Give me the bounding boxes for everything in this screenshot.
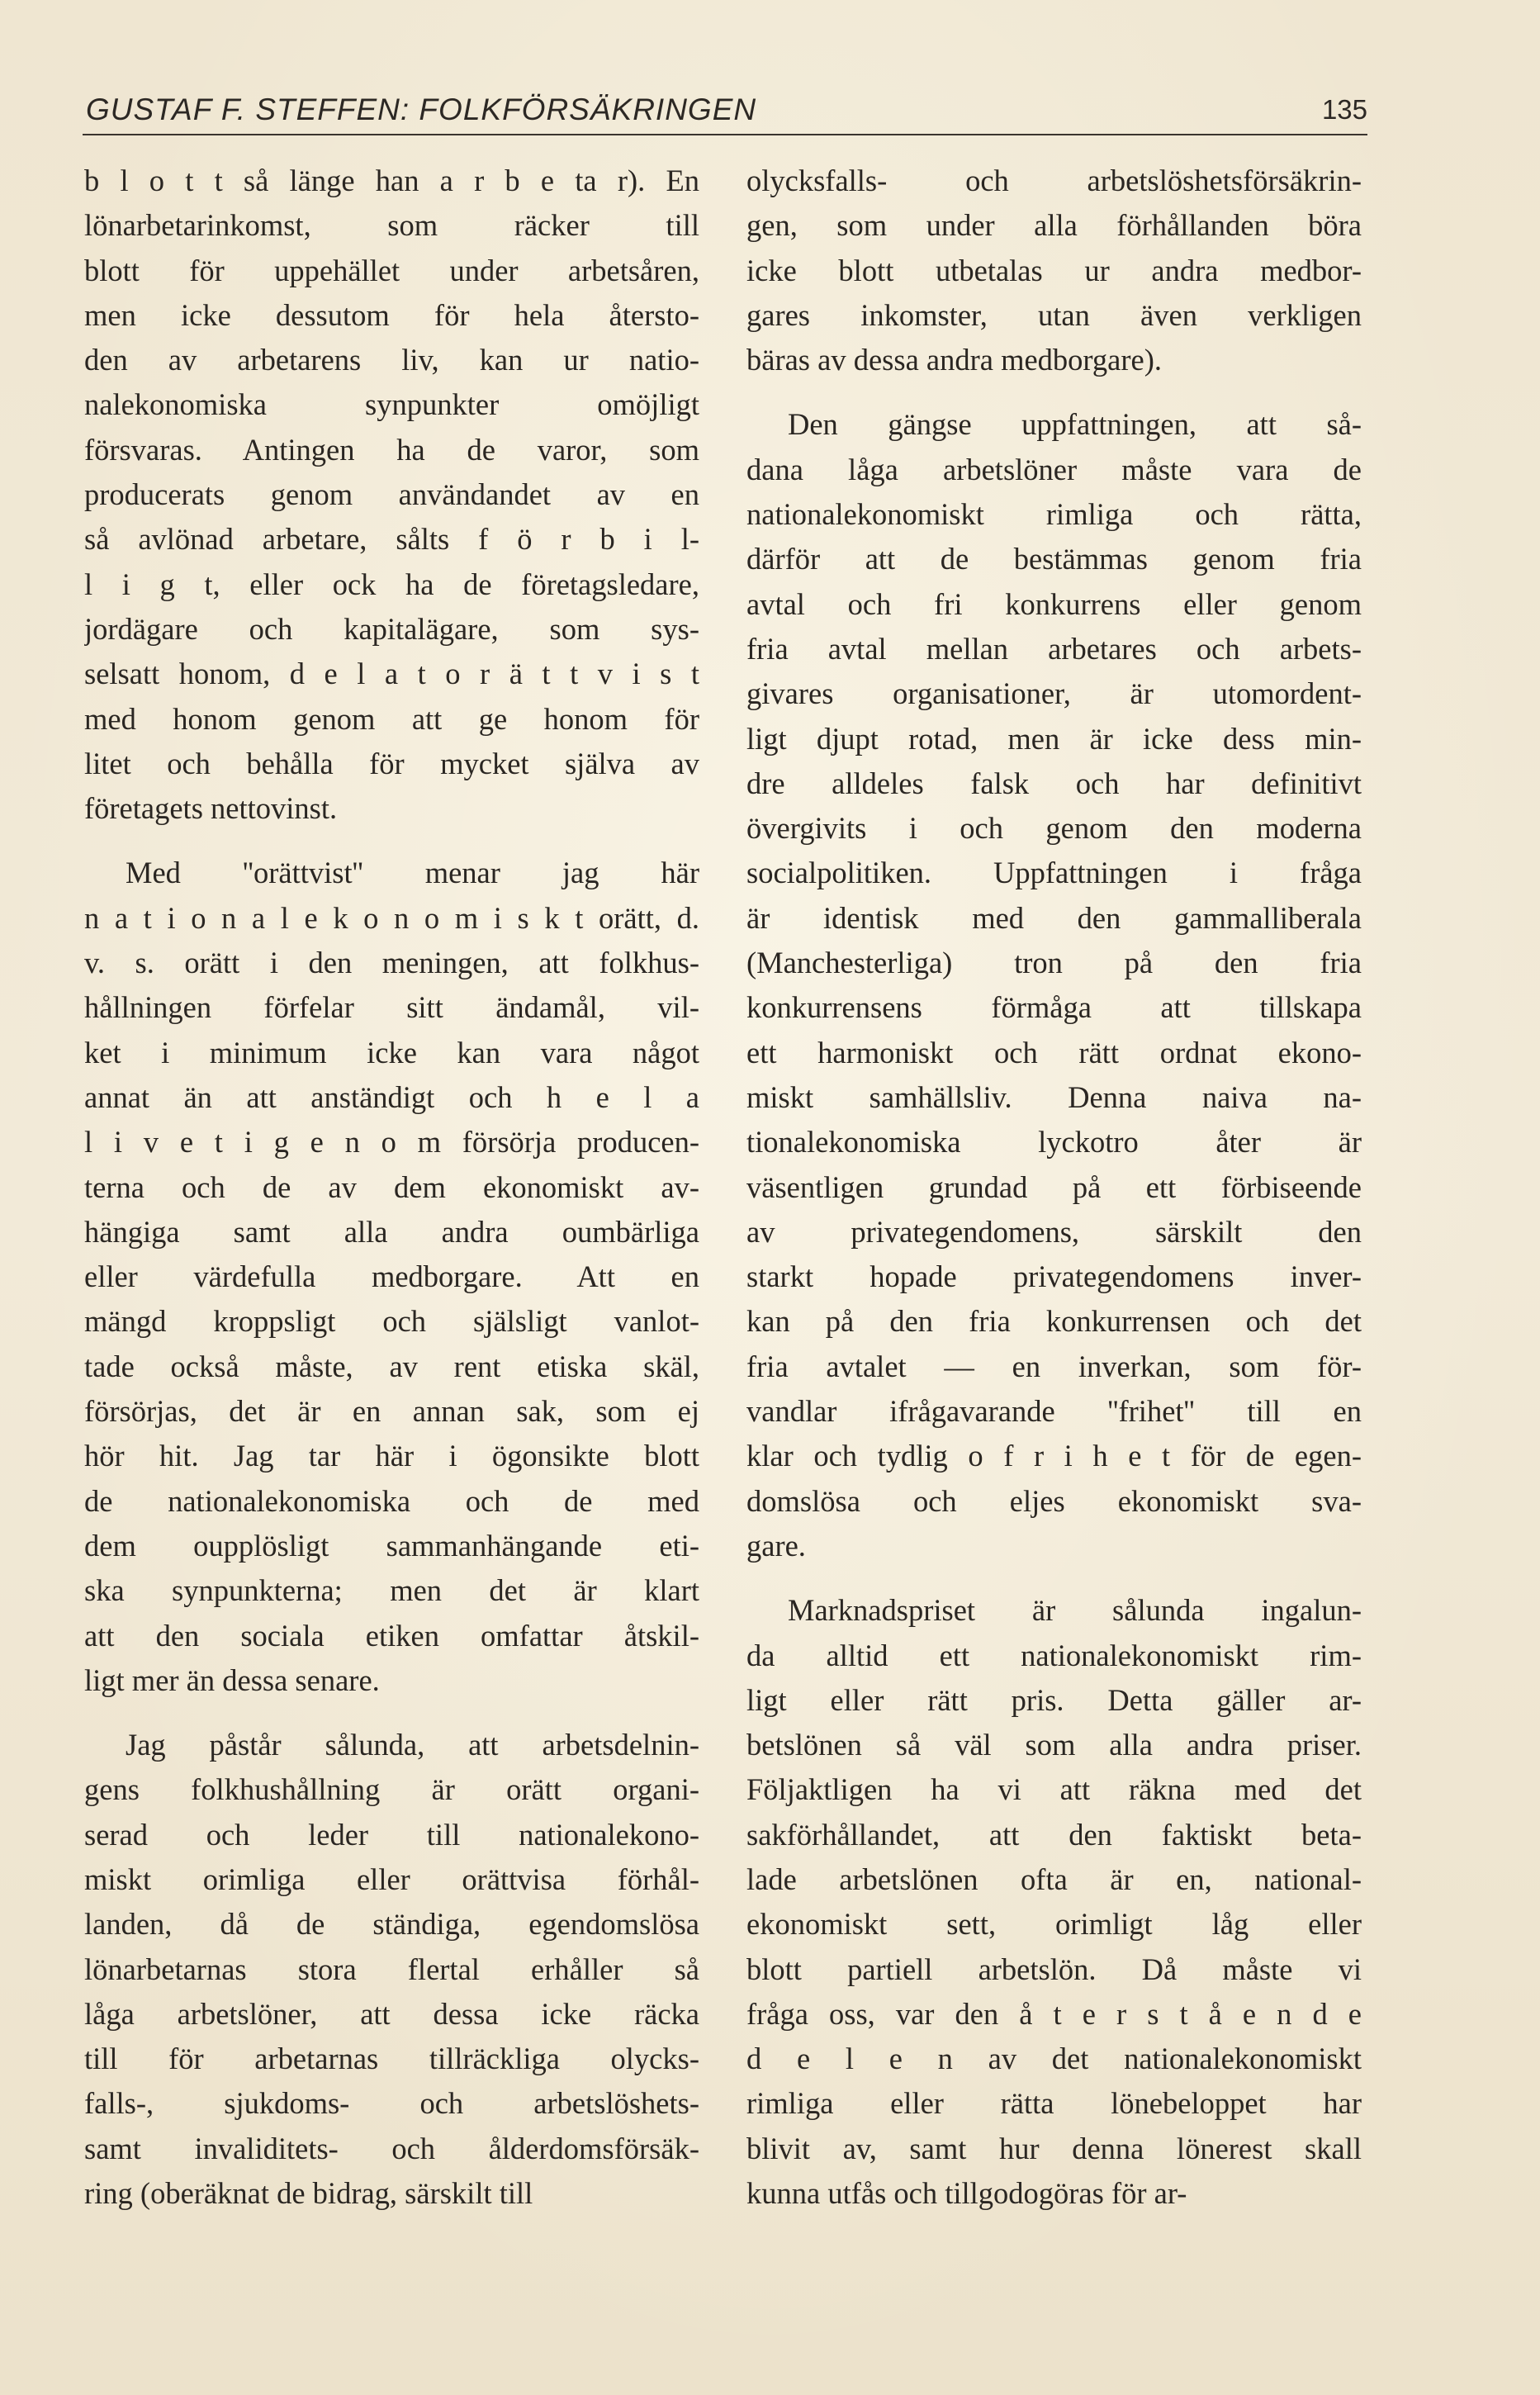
text-line: lönarbetarnas stora flertal erhåller så: [84, 1952, 699, 1986]
text-line: blott partiell arbetslön. Då måste vi: [746, 1952, 1362, 1986]
text-line: övergivits i och genom den moderna: [746, 811, 1362, 846]
text-line: till för arbetarnas tillräckliga olycks-: [84, 2042, 699, 2076]
text-line: ligt mer än dessa senare.: [84, 1662, 380, 1697]
text-line: l i g t, eller ock ha de företagsledare,: [84, 567, 699, 601]
text-line: miskt samhällsliv. Denna naiva na-: [746, 1079, 1362, 1114]
page-number: 135: [1321, 94, 1367, 125]
header-rule: [83, 134, 1367, 135]
text-line: kunna utfås och tillgodogöras för ar-: [746, 2176, 1187, 2211]
text-line: hållningen förfelar sitt ändamål, vil-: [84, 990, 699, 1025]
text-line: hängiga samt alla andra oumbärliga: [84, 1214, 699, 1249]
text-line: gens folkhushållning är orätt organi-: [84, 1772, 699, 1807]
text-line: fria avtal mellan arbetares och arbets-: [746, 631, 1362, 666]
text-line: Den gängse uppfattningen, att så-: [788, 407, 1362, 442]
right-column: [746, 159, 1362, 2216]
paragraph: [746, 159, 1362, 382]
text-line: låga arbetslöner, att dessa icke räcka: [84, 1996, 699, 2031]
text-line: väsentligen grundad på ett förbiseende: [746, 1169, 1362, 1204]
text-line: v. s. orätt i den meningen, att folkhus-: [84, 946, 699, 980]
text-line: fråga oss, var den å t e r s t å e n d e: [746, 1996, 1362, 2031]
text-line: dana låga arbetslöner måste vara de: [746, 452, 1362, 486]
text-line: gen, som under alla förhållanden böra: [746, 208, 1362, 243]
text-line: eller värdefulla medborgare. Att en: [84, 1259, 699, 1294]
paragraph: [746, 1588, 1362, 2216]
text-line: lönarbetarinkomst, som räcker till: [84, 208, 699, 243]
text-line: annat än att anständigt och h e l a: [84, 1079, 699, 1114]
text-line: ligt eller rätt pris. Detta gäller ar-: [746, 1682, 1362, 1717]
text-line: hör hit. Jag tar här i ögonsikte blott: [84, 1439, 699, 1473]
paragraph: [746, 402, 1362, 1568]
text-line: ska synpunkterna; men det är klart: [84, 1573, 699, 1608]
text-line: därför att de bestämmas genom fria: [746, 542, 1362, 576]
paragraph: [84, 851, 699, 1703]
text-line: olycksfalls- och arbetslöshetsförsäkrin-: [746, 164, 1362, 197]
text-line: blivit av, samt hur denna lönerest skall: [746, 2131, 1362, 2165]
text-line: socialpolitiken. Uppfattningen i fråga: [746, 856, 1362, 890]
text-line: den av arbetarens liv, kan ur natio-: [84, 343, 699, 377]
text-line: kan på den fria konkurrensen och det: [746, 1304, 1362, 1339]
text-line: de nationalekonomiska och de med: [84, 1483, 699, 1518]
text-line: av privategendomens, särskilt den: [746, 1214, 1362, 1249]
text-line: mängd kroppsligt och själsligt vanlot-: [84, 1304, 699, 1339]
text-line: men icke dessutom för hela återsto-: [84, 297, 699, 332]
text-line: da alltid ett nationalekonomiskt rim-: [746, 1638, 1362, 1672]
text-line: gare.: [746, 1528, 806, 1563]
text-line: serad och leder till nationalekono-: [84, 1817, 699, 1852]
text-line: l i v e t i g e n o m försörja producen-: [84, 1125, 699, 1160]
text-line: Jag påstår sålunda, att arbetsdelnin-: [126, 1728, 699, 1762]
running-title: GUSTAF F. STEFFEN: FOLKFÖRSÄKRINGEN: [86, 92, 757, 126]
text-line: litet och behålla för mycket själva av: [84, 746, 699, 780]
text-line: icke blott utbetalas ur andra medbor-: [746, 253, 1362, 287]
text-line: terna och de av dem ekonomiskt av-: [84, 1169, 699, 1204]
text-line: givares organisationer, är utomordent-: [746, 676, 1362, 711]
text-line: blott för uppehället under arbetsåren,: [84, 253, 699, 287]
text-line: miskt orimliga eller orättvisa förhål-: [84, 1861, 699, 1896]
text-line: nationalekonomiskt rimliga och rätta,: [746, 497, 1362, 532]
text-line: Marknadspriset är sålunda ingalun-: [788, 1593, 1362, 1628]
text-line: sakförhållandet, att den faktiskt beta-: [746, 1817, 1362, 1852]
text-line: konkurrensens förmåga att tillskapa: [746, 990, 1362, 1025]
text-line: jordägare och kapitalägare, som sys-: [84, 611, 699, 646]
text-line: samt invaliditets- och ålderdomsförsäk-: [84, 2131, 699, 2165]
text-line: Med ''orättvist'' menar jag här: [126, 856, 699, 890]
text-line: Följaktligen ha vi att räkna med det: [746, 1772, 1362, 1807]
text-line: försvaras. Antingen ha de varor, som: [84, 432, 699, 467]
paragraph: [84, 159, 699, 831]
text-line: bäras av dessa andra medborgare).: [746, 343, 1162, 377]
text-line: lade arbetslönen ofta är en, national-: [746, 1861, 1362, 1896]
text-line: (Manchesterliga) tron på den fria: [746, 946, 1362, 980]
text-line: vandlar ifrågavarande ''frihet'' till en: [746, 1394, 1362, 1429]
text-line: klar och tydlig o f r i h e t för de egen-: [746, 1439, 1362, 1473]
text-line: nalekonomiska synpunkter omöjligt: [84, 387, 699, 422]
text-line: landen, då de ständiga, egendomslösa: [84, 1907, 699, 1942]
text-line: avtal och fri konkurrens eller genom: [746, 586, 1362, 621]
text-line: företagets nettovinst.: [84, 791, 338, 826]
text-line: starkt hopade privategendomens inver-: [746, 1259, 1362, 1294]
text-line: ket i minimum icke kan vara något: [84, 1035, 699, 1069]
text-line: ekonomiskt sett, orimligt låg eller: [746, 1907, 1362, 1942]
text-line: ett harmoniskt och rätt ordnat ekono-: [746, 1035, 1362, 1069]
text-line: ligt djupt rotad, men är icke dess min-: [746, 721, 1362, 756]
text-line: fria avtalet — en inverkan, som för-: [746, 1349, 1362, 1383]
text-line: att den sociala etiken omfattar åtskil-: [84, 1618, 699, 1653]
text-line: så avlönad arbetare, sålts f ö r b i l-: [84, 522, 699, 557]
text-line: domslösa och eljes ekonomiskt sva-: [746, 1483, 1362, 1518]
text-line: ring (oberäknat de bidrag, särskilt till: [84, 2176, 533, 2211]
text-line: n a t i o n a l e k o n o m i s k t orätt, d.: [84, 900, 699, 935]
text-line: tade också måste, av rent etiska skäl,: [84, 1349, 699, 1383]
text-line: försörjas, det är en annan sak, som ej: [84, 1394, 699, 1429]
text-line: rimliga eller rätta lönebeloppet har: [746, 2086, 1362, 2121]
text-line: b l o t t så länge han a r b e ta r). En: [84, 164, 699, 197]
running-header: [86, 89, 1367, 132]
text-line: selsatt honom, d e l a t o r ä t t v i s t: [84, 657, 699, 691]
text-line: tionalekonomiska lyckotro åter är: [746, 1125, 1362, 1160]
text-line: falls-, sjukdoms- och arbetslöshets-: [84, 2086, 699, 2121]
text-line: med honom genom att ge honom för: [84, 701, 699, 736]
text-line: d e l e n av det nationalekonomiskt: [746, 2042, 1362, 2076]
paragraph: [84, 1723, 699, 2216]
text-line: är identisk med den gammalliberala: [746, 900, 1362, 935]
left-column: [84, 159, 699, 2216]
text-line: gares inkomster, utan även verkligen: [746, 297, 1362, 332]
text-line: dem oupplösligt sammanhängande eti-: [84, 1528, 699, 1563]
text-line: dre alldeles falsk och har definitivt: [746, 766, 1362, 800]
text-line: producerats genom användandet av en: [84, 477, 699, 512]
text-line: betslönen så väl som alla andra priser.: [746, 1728, 1362, 1762]
